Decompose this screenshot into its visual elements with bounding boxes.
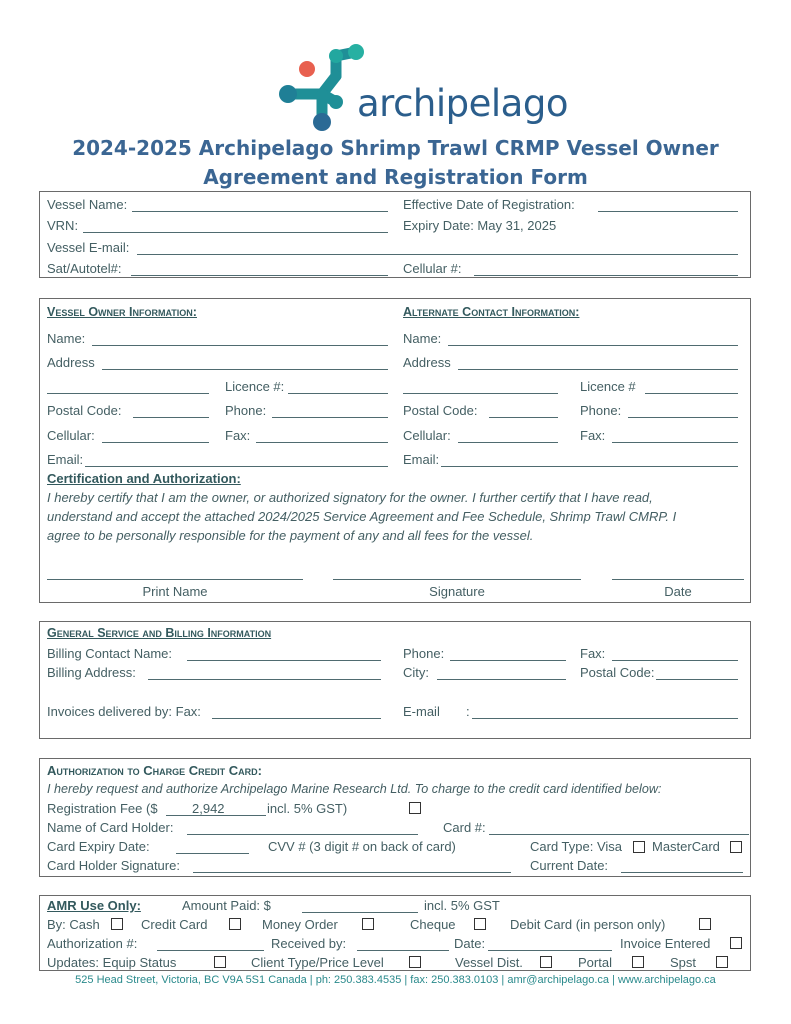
- logo-wordmark: archipelago: [357, 82, 568, 125]
- owner-fax-field[interactable]: [256, 442, 388, 443]
- portal-label: Portal: [578, 955, 612, 970]
- alt-name-field[interactable]: [448, 345, 738, 346]
- form-title-line2: Agreement and Registration Form: [203, 165, 588, 189]
- alt-email-field[interactable]: [441, 466, 738, 467]
- alt-address-line2-field[interactable]: [403, 393, 558, 394]
- received-by-field[interactable]: [357, 950, 449, 951]
- money-order-checkbox[interactable]: [362, 918, 374, 930]
- alt-licence-field[interactable]: [645, 393, 738, 394]
- cellular-field[interactable]: [474, 275, 738, 276]
- billing-city-label: City:: [403, 665, 429, 680]
- cvv-label: CVV # (3 digit # on back of card): [268, 839, 456, 854]
- owner-address-line2-field[interactable]: [47, 393, 209, 394]
- billing-phone-label: Phone:: [403, 646, 445, 661]
- owner-cellular-field[interactable]: [102, 442, 209, 443]
- billing-postal-label: Postal Code:: [580, 665, 655, 680]
- invoices-email-colon: :: [466, 704, 470, 719]
- authorization-field[interactable]: [157, 950, 264, 951]
- vessel-dist-checkbox[interactable]: [540, 956, 552, 968]
- print-name-caption: Print Name: [142, 584, 208, 599]
- billing-city-field[interactable]: [437, 679, 566, 680]
- reg-fee-suffix: incl. 5% GST): [267, 801, 348, 816]
- certification-text-line1: I hereby certify that I am the owner, or authorized signatory for the owner. I further certify that I have read,: [47, 490, 653, 505]
- current-date-field[interactable]: [621, 872, 743, 873]
- card-number-label: Card #:: [443, 820, 486, 835]
- alt-email-label: Email:: [403, 452, 440, 467]
- card-signature-label: Card Holder Signature:: [47, 858, 180, 873]
- updates-equip-label: Updates: Equip Status: [47, 955, 177, 970]
- amr-date-label: Date:: [454, 936, 486, 951]
- card-signature-field[interactable]: [193, 872, 511, 873]
- sat-autotel-field[interactable]: [131, 275, 388, 276]
- effective-date-field[interactable]: [598, 211, 738, 212]
- footer-contact: 525 Head Street, Victoria, BC V9A 5S1 Canada | ph: 250.383.4535 | fax: 250.383.0103 | amr@archipelago.ca | www.archipelago.ca: [75, 974, 716, 986]
- date-caption: Date: [664, 584, 692, 599]
- incl-gst-label: incl. 5% GST: [424, 898, 500, 913]
- sat-autotel-label: Sat/Autotel#:: [47, 261, 122, 276]
- vessel-name-label: Vessel Name:: [47, 197, 128, 212]
- invoice-entered-checkbox[interactable]: [730, 937, 742, 949]
- card-type-visa-label: Card Type: Visa: [530, 839, 623, 854]
- alt-name-label: Name:: [403, 331, 442, 346]
- signature-caption: Signature: [429, 584, 485, 599]
- vessel-dist-label: Vessel Dist.: [455, 955, 523, 970]
- visa-checkbox[interactable]: [633, 841, 645, 853]
- debit-card-checkbox[interactable]: [699, 918, 711, 930]
- invoices-email-field[interactable]: [472, 718, 738, 719]
- client-type-label: Client Type/Price Level: [251, 955, 384, 970]
- owner-name-field[interactable]: [92, 345, 388, 346]
- vessel-email-label: Vessel E-mail:: [47, 240, 130, 255]
- owner-address-field[interactable]: [102, 369, 388, 370]
- amount-paid-field[interactable]: [302, 912, 418, 913]
- alt-address-field[interactable]: [458, 369, 738, 370]
- owner-email-field[interactable]: [85, 466, 388, 467]
- alternate-heading: Alternate Contact Information:: [403, 305, 580, 319]
- owner-address-label: Address: [47, 355, 95, 370]
- owner-phone-field[interactable]: [272, 417, 388, 418]
- reg-fee-checkbox[interactable]: [409, 802, 421, 814]
- billing-postal-field[interactable]: [656, 679, 738, 680]
- spst-checkbox[interactable]: [716, 956, 728, 968]
- owner-licence-field[interactable]: [288, 393, 388, 394]
- owner-section: [39, 298, 751, 603]
- alt-postal-field[interactable]: [489, 417, 558, 418]
- amount-paid-label: Amount Paid: $: [182, 898, 271, 913]
- vessel-info-section: [39, 191, 751, 278]
- invoices-email-label: E-mail: [403, 704, 440, 719]
- vessel-name-field[interactable]: [132, 211, 388, 212]
- owner-cellular-label: Cellular:: [47, 428, 95, 443]
- owner-postal-field[interactable]: [133, 417, 209, 418]
- owner-fax-label: Fax:: [225, 428, 251, 443]
- reg-fee-value: 2,942: [166, 801, 266, 816]
- billing-address-label: Billing Address:: [47, 665, 136, 680]
- credit-card-statement: I hereby request and authorize Archipelago Marine Research Ltd. To charge to the credit card identified below:: [47, 782, 662, 796]
- billing-fax-field[interactable]: [612, 660, 738, 661]
- vrn-field[interactable]: [83, 232, 388, 233]
- owner-licence-label: Licence #:: [225, 379, 285, 394]
- billing-fax-label: Fax:: [580, 646, 606, 661]
- equip-status-checkbox[interactable]: [214, 956, 226, 968]
- cheque-checkbox[interactable]: [474, 918, 486, 930]
- money-order-label: Money Order: [262, 917, 338, 932]
- alt-fax-label: Fax:: [580, 428, 606, 443]
- portal-checkbox[interactable]: [632, 956, 644, 968]
- owner-phone-label: Phone:: [225, 403, 267, 418]
- credit-card-heading: Authorization to Charge Credit Card:: [47, 763, 262, 778]
- alt-licence-label: Licence #: [580, 379, 636, 394]
- billing-heading: General Service and Billing Information: [47, 626, 272, 640]
- amr-heading: AMR Use Only:: [47, 898, 141, 913]
- vrn-label: VRN:: [47, 218, 79, 233]
- archipelago-logo-icon: [274, 44, 364, 134]
- credit-card-checkbox[interactable]: [229, 918, 241, 930]
- billing-phone-field[interactable]: [450, 660, 566, 661]
- signature-field[interactable]: [333, 579, 581, 580]
- mastercard-label: MasterCard: [652, 839, 720, 854]
- alt-address-label: Address: [403, 355, 451, 370]
- cash-checkbox[interactable]: [111, 918, 123, 930]
- pay-cash-label: By: Cash: [47, 917, 100, 932]
- reg-fee-prefix: Registration Fee ($: [47, 801, 158, 816]
- billing-contact-label: Billing Contact Name:: [47, 646, 172, 661]
- alt-cellular-field[interactable]: [458, 442, 558, 443]
- billing-address-field[interactable]: [148, 679, 381, 680]
- owner-heading: Vessel Owner Information:: [47, 305, 197, 319]
- authorization-label: Authorization #:: [47, 936, 138, 951]
- form-title-line1: 2024-2025 Archipelago Shrimp Trawl CRMP Vessel Owner: [72, 136, 719, 160]
- alt-cellular-label: Cellular:: [403, 428, 451, 443]
- alt-postal-label: Postal Code:: [403, 403, 478, 418]
- cellular-label: Cellular #:: [403, 261, 462, 276]
- amr-date-field[interactable]: [488, 950, 612, 951]
- effective-date-label: Effective Date of Registration:: [403, 197, 575, 212]
- vessel-email-field[interactable]: [137, 254, 738, 255]
- billing-contact-field[interactable]: [187, 660, 381, 661]
- invoices-fax-label: Invoices delivered by: Fax:: [47, 704, 201, 719]
- spst-label: Spst: [670, 955, 697, 970]
- invoice-entered-label: Invoice Entered: [620, 936, 711, 951]
- owner-name-label: Name:: [47, 331, 86, 346]
- card-expiry-label: Card Expiry Date:: [47, 839, 150, 854]
- card-expiry-field[interactable]: [176, 853, 249, 854]
- card-holder-label: Name of Card Holder:: [47, 820, 174, 835]
- debit-card-label: Debit Card (in person only): [510, 917, 666, 932]
- certification-text-line2: understand and accept the attached 2024/2025 Service Agreement and Fee Schedule, Shrimp Trawl CMRP. I: [47, 509, 677, 524]
- client-type-checkbox[interactable]: [409, 956, 421, 968]
- alt-phone-field[interactable]: [628, 417, 738, 418]
- pay-credit-card-label: Credit Card: [141, 917, 208, 932]
- invoices-fax-field[interactable]: [212, 718, 381, 719]
- card-number-field[interactable]: [489, 834, 749, 835]
- received-by-label: Received by:: [271, 936, 347, 951]
- card-holder-field[interactable]: [187, 834, 418, 835]
- certification-text-line3: agree to be personally responsible for the payment of any and all fees for the vessel.: [47, 528, 534, 543]
- owner-email-label: Email:: [47, 452, 84, 467]
- current-date-label: Current Date:: [530, 858, 609, 873]
- date-field[interactable]: [612, 579, 744, 580]
- mastercard-checkbox[interactable]: [730, 841, 742, 853]
- expiry-date: Expiry Date: May 31, 2025: [403, 218, 557, 233]
- alt-fax-field[interactable]: [612, 442, 738, 443]
- print-name-field[interactable]: [47, 579, 303, 580]
- alt-phone-label: Phone:: [580, 403, 622, 418]
- owner-postal-label: Postal Code:: [47, 403, 122, 418]
- cheque-label: Cheque: [410, 917, 456, 932]
- certification-heading: Certification and Authorization:: [47, 471, 241, 486]
